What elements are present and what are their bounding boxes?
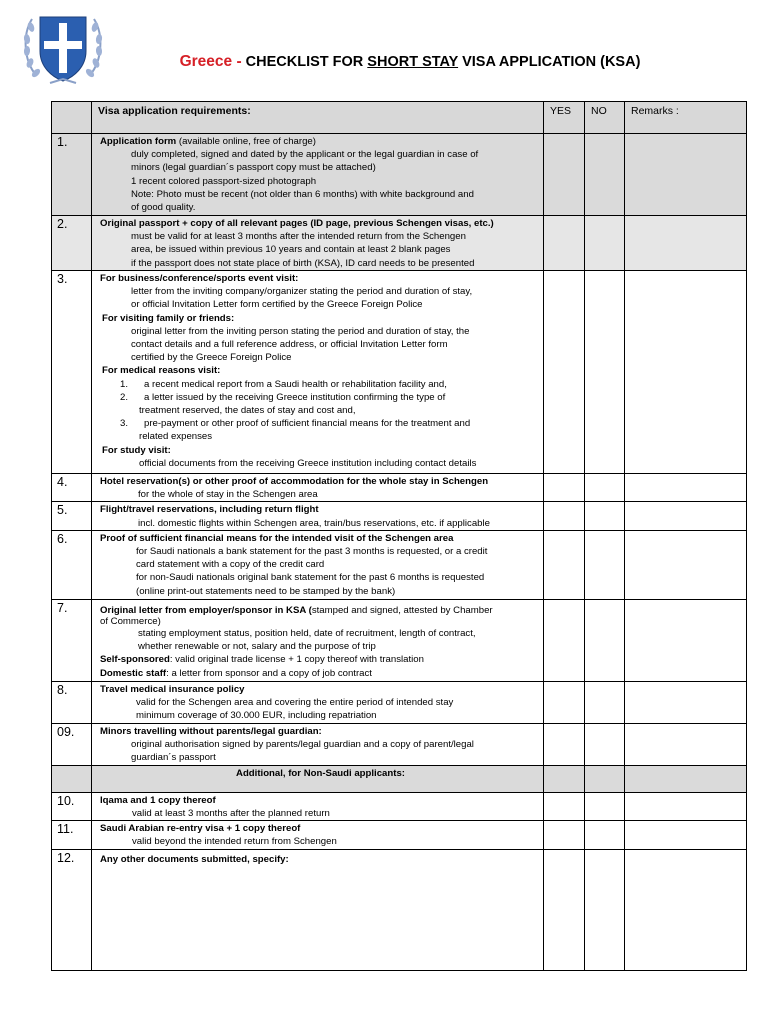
title-country: Greece - xyxy=(179,53,242,70)
item-line: guardian´s passport xyxy=(131,752,216,764)
no-checkbox-cell[interactable] xyxy=(585,530,625,599)
item-title: Application form xyxy=(100,136,177,147)
yes-checkbox-cell[interactable] xyxy=(544,530,585,599)
table-row xyxy=(52,271,747,474)
table-row xyxy=(52,792,747,820)
item-line: contact details and a full reference address, or official Invitation Letter form xyxy=(131,339,448,351)
item-line: 1 recent colored passport-sized photograph xyxy=(131,175,317,187)
title-short-stay: SHORT STAY xyxy=(367,54,459,70)
section-empty-cell xyxy=(625,765,747,792)
list-item: 2. a letter issued by the receiving Greece institution confirming the type of xyxy=(120,391,446,403)
row-number: 5. xyxy=(52,502,92,530)
item-line: card statement with a copy of the credit card xyxy=(136,559,325,571)
table-row xyxy=(52,723,747,765)
row-number: 11. xyxy=(52,821,92,849)
item-line: stating employment status, position held, date of recruitment, length of contract, xyxy=(138,628,476,640)
row-number: 2. xyxy=(52,216,92,271)
row-number xyxy=(52,765,92,792)
item-title: Travel medical insurance policy xyxy=(100,683,245,695)
table-row xyxy=(52,599,747,681)
no-checkbox-cell[interactable] xyxy=(585,792,625,820)
row-requirement xyxy=(92,216,544,271)
item-title: Minors travelling without parents/legal guardian: xyxy=(100,725,322,737)
remarks-cell[interactable] xyxy=(625,792,747,820)
table-row xyxy=(52,134,747,216)
row-requirement xyxy=(92,474,544,502)
item-title: Flight/travel reservations, including return flight xyxy=(100,504,319,516)
row-number: 4. xyxy=(52,474,92,502)
row-number: 3. xyxy=(52,271,92,474)
item-subtitle: For medical reasons visit: xyxy=(102,365,221,377)
item-title: Iqama and 1 copy thereof xyxy=(100,794,216,806)
row-number: 1. xyxy=(52,134,92,216)
section-empty-cell xyxy=(544,765,585,792)
row-requirement xyxy=(92,849,544,970)
item-note: stamped and signed, attested by Chamber xyxy=(311,604,493,616)
row-number: 12. xyxy=(52,849,92,970)
title-suffix: VISA APPLICATION (KSA) xyxy=(458,54,641,70)
yes-checkbox-cell[interactable] xyxy=(544,792,585,820)
item-line: for non-Saudi nationals original bank statement for the past 6 months is requested xyxy=(136,572,485,584)
yes-checkbox-cell[interactable] xyxy=(544,821,585,849)
row-number: 7. xyxy=(52,599,92,681)
remarks-cell[interactable] xyxy=(625,271,747,474)
checklist-table xyxy=(51,101,747,971)
header-requirements: Visa application requirements: xyxy=(92,102,544,134)
remarks-cell[interactable] xyxy=(625,134,747,216)
item-title: Original passport + copy of all relevant pages (ID page, previous Schengen visas, etc.) xyxy=(100,218,494,229)
no-checkbox-cell[interactable] xyxy=(585,681,625,723)
greek-coat-of-arms-icon xyxy=(22,5,104,89)
yes-checkbox-cell[interactable] xyxy=(544,681,585,723)
item-subtitle: For visiting family or friends: xyxy=(102,312,235,324)
table-row xyxy=(52,681,747,723)
row-requirement xyxy=(92,723,544,765)
row-number: 09. xyxy=(52,723,92,765)
table-row xyxy=(52,474,747,502)
item-line: original authorisation signed by parents/legal guardian and a copy of parent/legal xyxy=(131,739,474,751)
no-checkbox-cell[interactable] xyxy=(585,599,625,681)
item-text: : valid original trade license + 1 copy thereof with translation xyxy=(169,654,424,666)
item-title: Original letter from employer/sponsor in KSA ( xyxy=(100,604,312,616)
header-yes: YES xyxy=(544,102,585,134)
remarks-cell[interactable] xyxy=(625,216,747,271)
remarks-cell[interactable] xyxy=(625,849,747,970)
no-checkbox-cell[interactable] xyxy=(585,723,625,765)
row-requirement xyxy=(92,681,544,723)
item-title: For business/conference/sports event visit: xyxy=(100,273,299,284)
item-line: for Saudi nationals a bank statement for the past 3 months is requested, or a credit xyxy=(136,546,488,558)
item-label: Self-sponsored xyxy=(100,654,170,666)
item-subtitle: For study visit: xyxy=(102,444,171,456)
item-line: minors (legal guardian´s passport copy must be attached) xyxy=(131,162,376,174)
row-requirement xyxy=(92,599,544,681)
yes-checkbox-cell[interactable] xyxy=(544,134,585,216)
item-title: Any other documents submitted, specify: xyxy=(100,853,289,865)
section-empty-cell xyxy=(585,765,625,792)
page-title xyxy=(0,53,768,71)
item-line: if the passport does not state place of birth (KSA), ID card needs to be presented xyxy=(131,257,475,269)
item-line: whether renewable or not, salary and the purpose of trip xyxy=(138,641,376,653)
item-line: valid at least 3 months after the planned return xyxy=(132,808,330,820)
item-title: Proof of sufficient financial means for the intended visit of the Schengen area xyxy=(100,532,454,544)
row-requirement xyxy=(92,271,544,474)
item-title: Hotel reservation(s) or other proof of accommodation for the whole stay in Schengen xyxy=(100,476,489,487)
item-line: valid beyond the intended return from Schengen xyxy=(132,836,337,848)
item-note: of Commerce) xyxy=(100,616,161,628)
item-text: : a letter from sponsor and a copy of job contract xyxy=(166,667,372,679)
row-requirement xyxy=(92,792,544,820)
item-line: original letter from the inviting person stating the period and duration of stay, the xyxy=(131,325,470,337)
item-line: or official Invitation Letter form certified by the Greece Foreign Police xyxy=(131,299,423,311)
no-checkbox-cell[interactable] xyxy=(585,216,625,271)
item-title: Saudi Arabian re-entry visa + 1 copy thereof xyxy=(100,823,301,835)
table-row xyxy=(52,216,747,271)
yes-checkbox-cell[interactable] xyxy=(544,216,585,271)
table-row xyxy=(52,849,747,970)
remarks-cell[interactable] xyxy=(625,474,747,502)
list-item: 1. a recent medical report from a Saudi health or rehabilitation facility and, xyxy=(120,378,447,390)
row-number: 10. xyxy=(52,792,92,820)
yes-checkbox-cell[interactable] xyxy=(544,723,585,765)
item-line: related expenses xyxy=(139,431,213,443)
table-row xyxy=(52,821,747,849)
item-note: (available online, free of charge) xyxy=(176,136,316,147)
additional-section-row xyxy=(52,765,747,792)
item-line: for the whole of stay in the Schengen area xyxy=(138,489,318,501)
remarks-cell[interactable] xyxy=(625,599,747,681)
header-remarks: Remarks : xyxy=(625,102,747,134)
table-row xyxy=(52,502,747,530)
yes-checkbox-cell[interactable] xyxy=(544,502,585,530)
item-line: duly completed, signed and dated by the applicant or the legal guardian in case of xyxy=(131,149,479,161)
title-prefix: CHECKLIST FOR xyxy=(245,54,368,70)
item-line: of good quality. xyxy=(131,202,196,214)
remarks-cell[interactable] xyxy=(625,502,747,530)
item-line: valid for the Schengen area and covering the entire period of intended stay xyxy=(136,697,454,709)
row-requirement xyxy=(92,530,544,599)
remarks-cell[interactable] xyxy=(625,530,747,599)
no-checkbox-cell[interactable] xyxy=(585,271,625,474)
row-number: 8. xyxy=(52,681,92,723)
no-checkbox-cell[interactable] xyxy=(585,849,625,970)
item-line: minimum coverage of 30.000 EUR, including repatriation xyxy=(136,710,377,722)
item-line: area, be issued within previous 10 years and contain at least 2 blank pages xyxy=(131,244,451,256)
item-line: Note: Photo must be recent (not older than 6 months) with white background and xyxy=(131,188,474,200)
item-line: must be valid for at least 3 months after the intended return from the Schengen xyxy=(131,231,466,243)
row-requirement xyxy=(92,502,544,530)
item-line: letter from the inviting company/organizer stating the period and duration of stay, xyxy=(131,286,473,298)
no-checkbox-cell[interactable] xyxy=(585,474,625,502)
remarks-cell[interactable] xyxy=(625,681,747,723)
yes-checkbox-cell[interactable] xyxy=(544,271,585,474)
row-requirement xyxy=(92,821,544,849)
item-line: incl. domestic flights within Schengen area, train/bus reservations, etc. if applicable xyxy=(138,517,490,529)
list-item: 3. pre-payment or other proof of sufficient financial means for the treatment and xyxy=(120,418,471,430)
item-label: Domestic staff xyxy=(100,667,167,679)
item-line: certified by the Greece Foreign Police xyxy=(131,352,292,364)
no-checkbox-cell[interactable] xyxy=(585,821,625,849)
additional-section-title: Additional, for Non-Saudi applicants: xyxy=(92,765,544,792)
remarks-cell[interactable] xyxy=(625,821,747,849)
no-checkbox-cell[interactable] xyxy=(585,502,625,530)
yes-checkbox-cell[interactable] xyxy=(544,599,585,681)
table-header-row xyxy=(52,102,747,134)
yes-checkbox-cell[interactable] xyxy=(544,474,585,502)
row-number: 6. xyxy=(52,530,92,599)
item-line: treatment reserved, the dates of stay and cost and, xyxy=(139,405,356,417)
remarks-cell[interactable] xyxy=(625,723,747,765)
item-line: (online print-out statements need to be stamped by the bank) xyxy=(136,585,396,597)
yes-checkbox-cell[interactable] xyxy=(544,849,585,970)
no-checkbox-cell[interactable] xyxy=(585,134,625,216)
table-row xyxy=(52,530,747,599)
header-number-cell xyxy=(52,102,92,134)
item-line: official documents from the receiving Greece institution including contact details xyxy=(139,457,477,469)
header-no: NO xyxy=(585,102,625,134)
row-requirement xyxy=(92,134,544,216)
